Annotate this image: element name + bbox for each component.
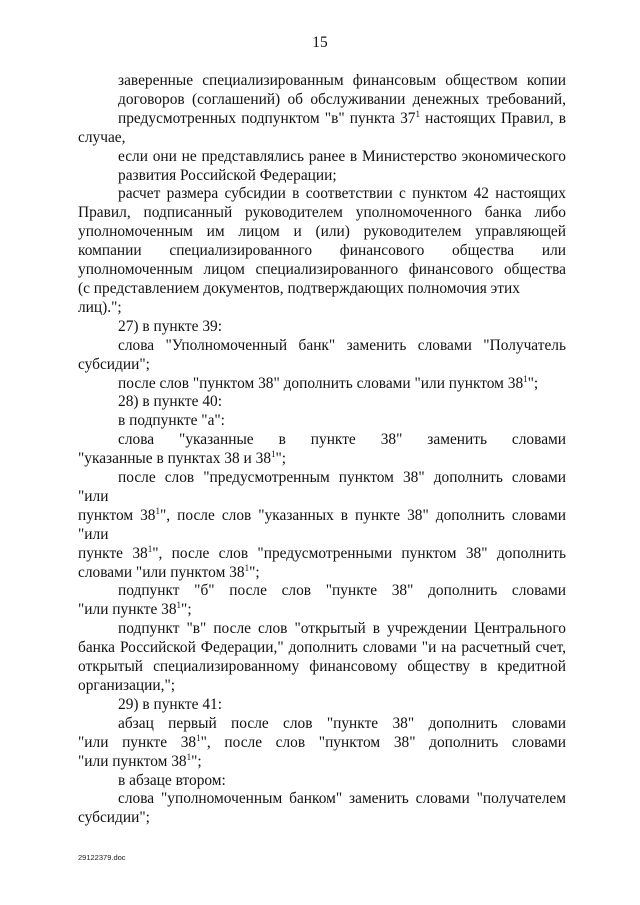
paragraph-item-27-words: слова "Уполномоченный банк" заменить словами "Получатель субсидии"; (78, 336, 566, 373)
item-28-heading: 28) в пункте 40: (118, 393, 222, 411)
paragraph-subsidy-calculation: расчет размера субсидии в соответствии с пунктом 42 настоящих Правил, подписанный руководителем уполномоченного банка либо уполномоченным им лицом и (или) руководителем управляющей компании специализированного финансового общества или уполномоченным лицом специализированного финансового общества (с представлением документов, подтверждающих полномочия этих лиц)."; (78, 185, 566, 316)
paragraph-copies-of-agreements: заверенные специализированным финансовым обществом копии договоров (соглашений) об обслуживании денежных требований, предусмотренных подпунктом "в" пункта $37^1$ настоящих Правил, в случае, если они не представлялись ранее в Министерство экономического развития Российской Федерации; (78, 72, 566, 184)
paragraph-subitem-a-words: слова "указанные в пункте 38" заменить словами "указанные в пунктах 38 и $38^1$"; (78, 431, 566, 468)
paragraph-subitem-b: подпункт "б" после слов "пункте 38" дополнить словами "или пункте $38^1$"; (78, 582, 566, 619)
paragraph-second-heading: в абзаце втором: (118, 771, 226, 789)
document-body (78, 72, 566, 828)
subitem-a-heading: в подпункте "а": (118, 412, 225, 430)
page-number: 15 (312, 34, 328, 51)
paragraph-item-29-first: абзац первый после слов "пункте 38" дополнить словами "или пункте $38^1$", после слов "пунктом 38" дополнить словами "или пунктом $38^1$"; (78, 714, 566, 770)
paragraph-item-27-addition: после слов "пунктом 38" дополнить словами "или пунктом $38^1$"; (118, 373, 539, 392)
document-filename: 29122379.doc (78, 853, 126, 862)
paragraph-subitem-a-additions: после слов "предусмотренным пунктом 38" дополнить словами "или пунктом $38^1$", после слов "указанных в пункте 38" дополнить словами "или пункте $38^1$", после слов "предусмотренными пунктом 38" дополнить словами "или пунктом $38^1$"; (78, 469, 566, 581)
item-27-heading: 27) в пункте 39: (118, 317, 222, 335)
paragraph-item-29-second: слова "уполномоченным банком" заменить словами "получателем субсидии"; (78, 790, 566, 827)
item-29-heading: 29) в пункте 41: (118, 695, 222, 713)
paragraph-subitem-v: подпункт "в" после слов "открытый в учреждении Центрального банка Российской Федерации," дополнить словами "и на расчетный счет, открытый специализированному финансовому обществу в кредитной организации,"; (78, 620, 566, 694)
